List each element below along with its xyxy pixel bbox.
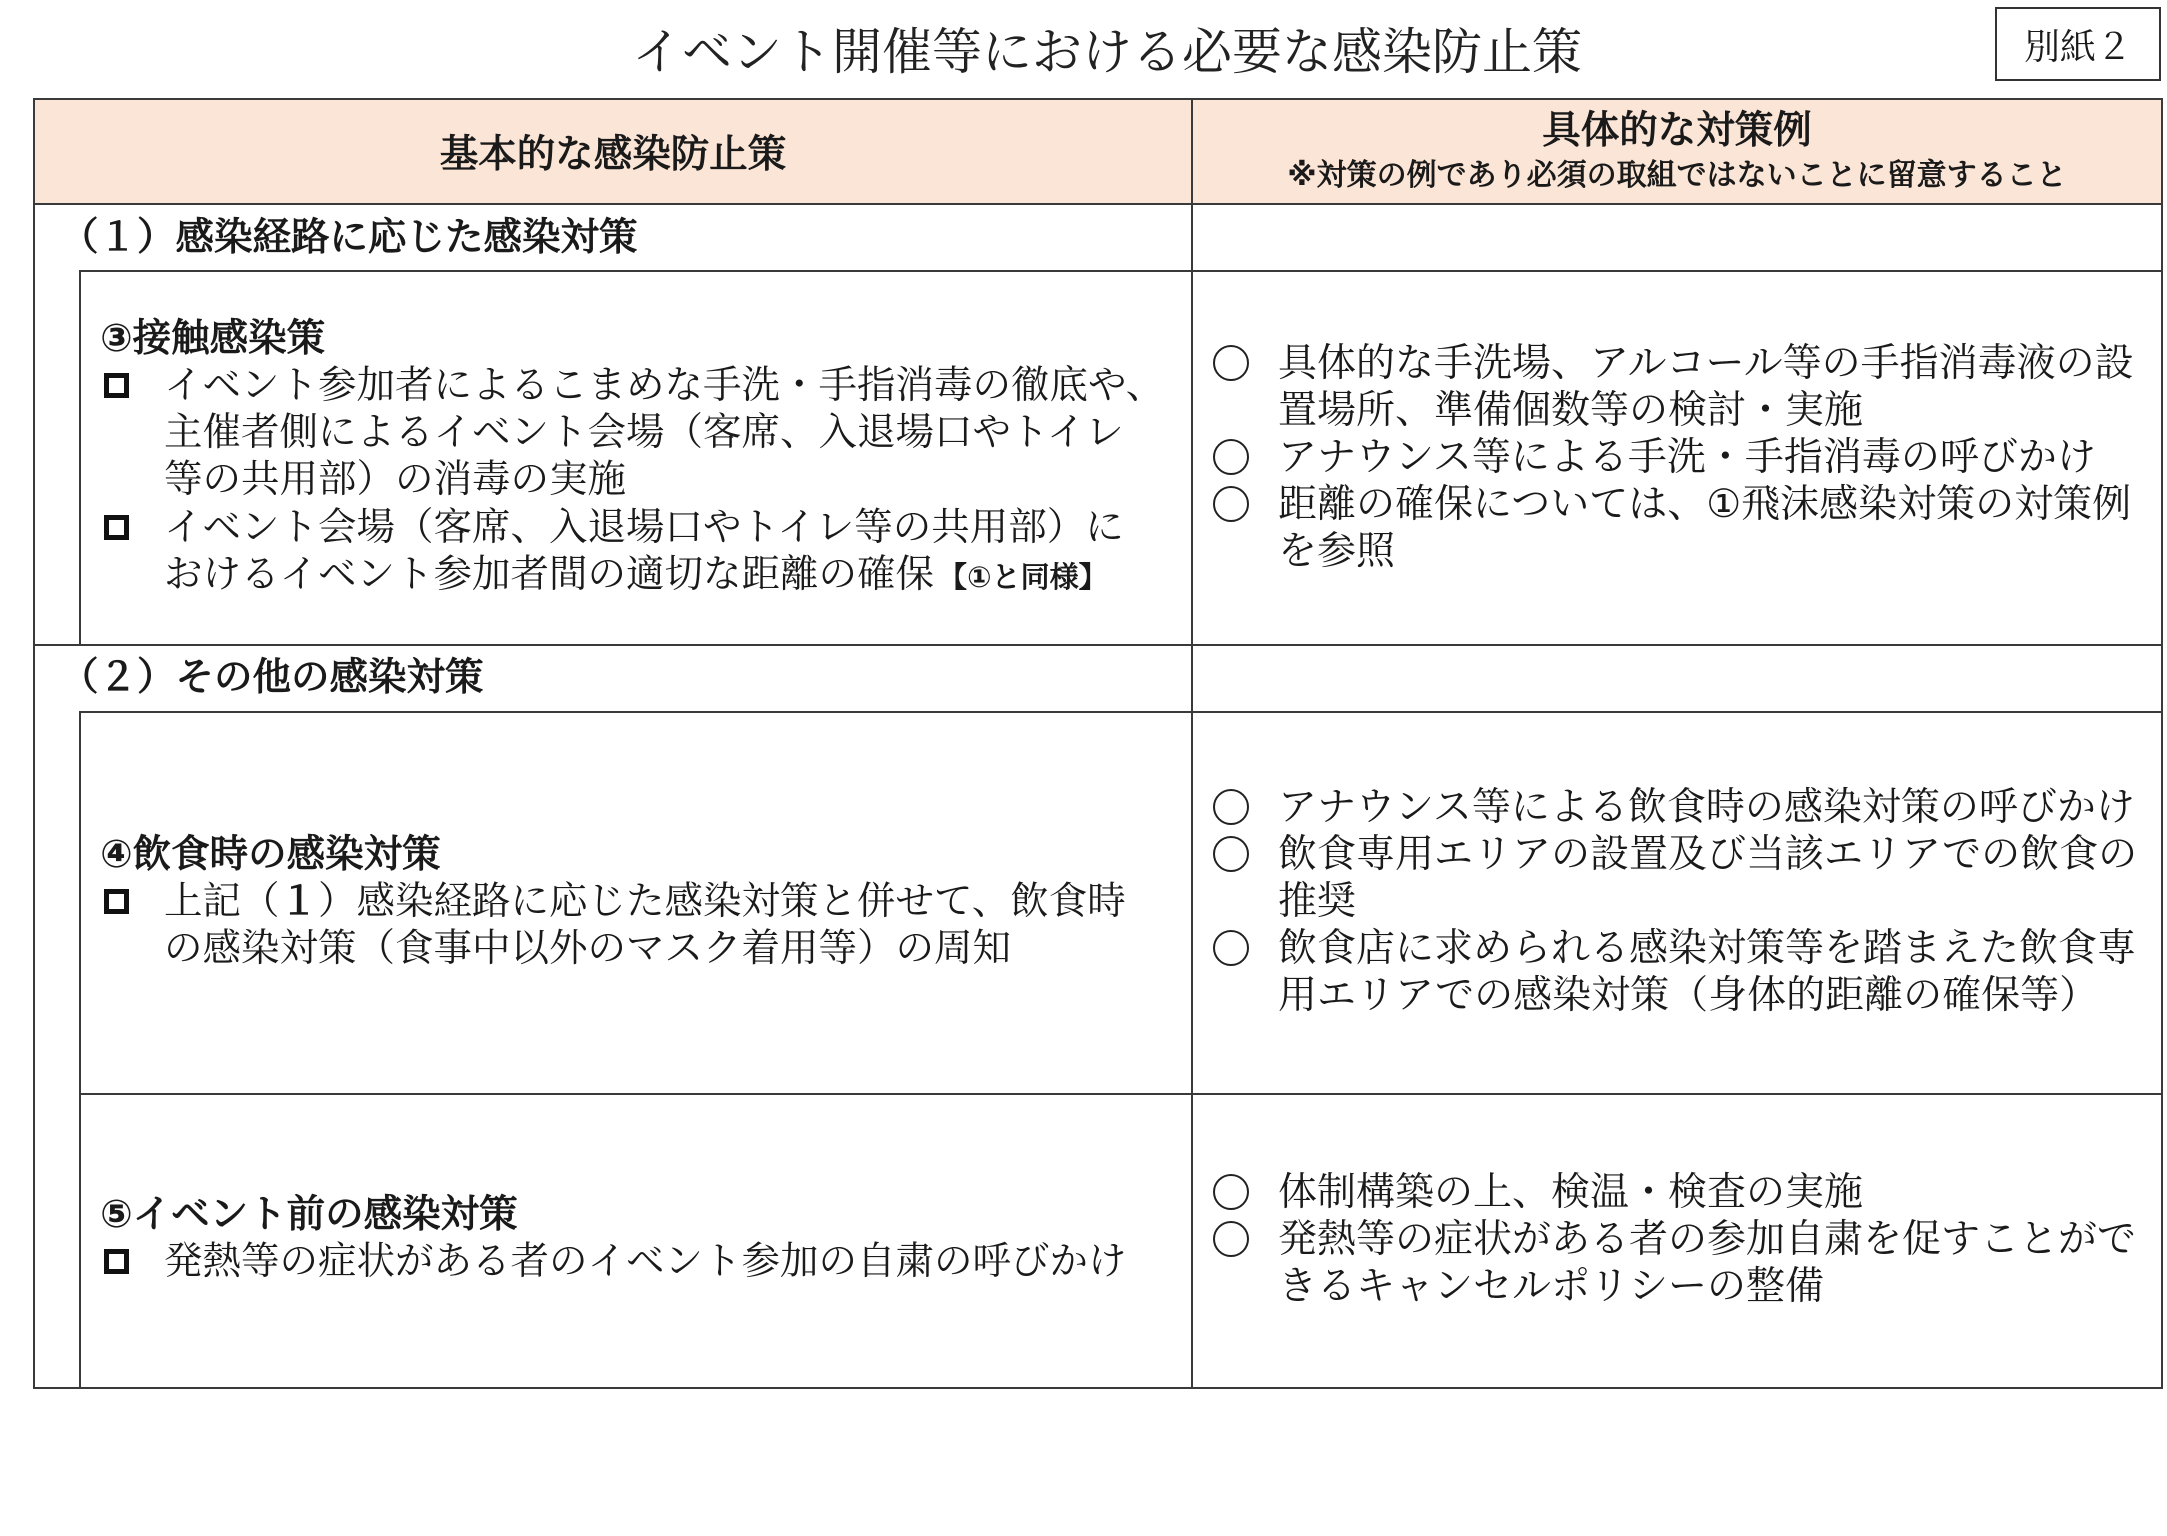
circle-bullet-icon	[1213, 345, 1249, 381]
example-item	[1213, 925, 2137, 1019]
table-rule	[79, 270, 81, 646]
section-heading: （２）その他の感染対策	[60, 654, 484, 700]
example-item	[1213, 481, 2134, 575]
example-line: 体制構築の上、検温・検査の実施	[1278, 1169, 1864, 1215]
table-rule	[33, 203, 2163, 205]
table-rule	[2161, 98, 2163, 1389]
table-rule	[79, 270, 2163, 272]
example-line: アナウンス等による手洗・手指消毒の呼びかけ	[1278, 434, 2096, 480]
measure-item	[100, 878, 1126, 973]
circle-bullet-icon	[1213, 486, 1249, 522]
measure-note: 【①と同様】	[938, 559, 1108, 594]
example-line: 発熱等の症状がある者の参加自粛を促すことがで	[1278, 1216, 2137, 1262]
example-line: 推奨	[1278, 878, 1357, 924]
measure-title: ⑤イベント前の感染対策	[100, 1191, 518, 1237]
measure-line	[164, 878, 1126, 925]
example-line: 飲食店に求められる感染対策等を踏まえた飲食専	[1278, 925, 2137, 971]
square-bullet-icon	[104, 889, 129, 914]
attachment-label: 別紙２	[2023, 26, 2132, 68]
table-rule	[79, 711, 81, 1389]
measure-title: ③接触感染策	[100, 315, 326, 361]
header-example-measures: 具体的な対策例	[1542, 108, 1812, 153]
example-line: 置場所、準備個数等の検討・実施	[1278, 387, 1864, 433]
header-basic-measures: 基本的な感染防止策	[439, 132, 787, 177]
measure-line: イベント参加者によるこまめな手洗・手指消毒の徹底や、	[164, 362, 1165, 408]
table-rule	[1191, 98, 1193, 1389]
circle-bullet-icon	[1213, 930, 1249, 966]
measure-line: イベント会場（客席、入退場口やトイレ等の共用部）に	[164, 504, 1124, 550]
example-line: アナウンス等による飲食時の感染対策の呼びかけ	[1278, 784, 2135, 830]
example-line: を参照	[1278, 528, 1396, 574]
example-measures-cell	[1213, 784, 2137, 1019]
square-bullet-icon	[104, 1249, 129, 1274]
measure-item	[100, 1238, 1127, 1285]
square-bullet-icon	[104, 515, 129, 540]
section-heading: （１）感染経路に応じた感染対策	[60, 214, 638, 260]
header-example-note: ※対策の例であり必須の取組ではないことに留意すること	[1287, 158, 2067, 193]
example-measures-cell	[1213, 340, 2134, 575]
measure-line: 等の共用部）の消毒の実施	[164, 457, 627, 503]
measure-line: の感染対策（食事中以外のマスク着用等）の周知	[164, 926, 1012, 972]
attachment-label-box	[1995, 7, 2161, 81]
document-title: イベント開催等における必要な感染防止策	[632, 23, 1582, 81]
example-item	[1213, 340, 2134, 434]
table-rule	[79, 711, 2163, 713]
measure-line-emphasis: １	[279, 878, 319, 924]
measure-line-text: 上記（	[164, 878, 280, 924]
circle-bullet-icon	[1213, 1174, 1249, 1210]
circle-bullet-icon	[1213, 836, 1249, 872]
example-measures-cell	[1213, 1169, 2136, 1310]
example-item	[1213, 831, 2137, 925]
circle-bullet-icon	[1213, 789, 1249, 825]
measure-item	[100, 362, 1164, 504]
table-rule	[33, 1387, 2163, 1389]
example-line: 飲食専用エリアの設置及び当該エリアでの飲食の	[1278, 831, 2138, 877]
circle-bullet-icon	[1213, 439, 1249, 475]
measure-line: 発熱等の症状がある者のイベント参加の自粛の呼びかけ	[164, 1238, 1127, 1284]
example-item	[1213, 434, 2134, 481]
measure-title: ④飲食時の感染対策	[100, 831, 441, 877]
example-item	[1213, 784, 2137, 831]
example-item	[1213, 1216, 2136, 1310]
example-line: きるキャンセルポリシーの整備	[1278, 1263, 1825, 1309]
table-rule	[33, 644, 2163, 646]
example-line: 具体的な手洗場、アルコール等の手指消毒液の設	[1278, 340, 2134, 386]
example-line: 用エリアでの感染対策（身体的距離の確保等）	[1278, 972, 2099, 1018]
measure-line: 主催者側によるイベント会場（客席、入退場口やトイレ	[164, 410, 1124, 456]
table-rule	[33, 98, 35, 1389]
measure-line-with-note	[164, 551, 1164, 601]
square-bullet-icon	[104, 373, 129, 398]
table-rule	[79, 1093, 2163, 1095]
measure-line-text: ）感染経路に応じた感染対策と併せて、飲食時	[318, 878, 1126, 924]
example-item	[1213, 1169, 2136, 1216]
basic-measure-cell	[100, 315, 1164, 602]
measure-line: おけるイベント参加者間の適切な距離の確保	[164, 551, 935, 597]
circle-bullet-icon	[1213, 1221, 1249, 1257]
measure-item	[100, 504, 1164, 602]
example-line: 距離の確保については、①飛沫感染対策の対策例	[1278, 481, 2132, 527]
basic-measure-cell	[100, 831, 1126, 973]
basic-measure-cell	[100, 1191, 1127, 1286]
